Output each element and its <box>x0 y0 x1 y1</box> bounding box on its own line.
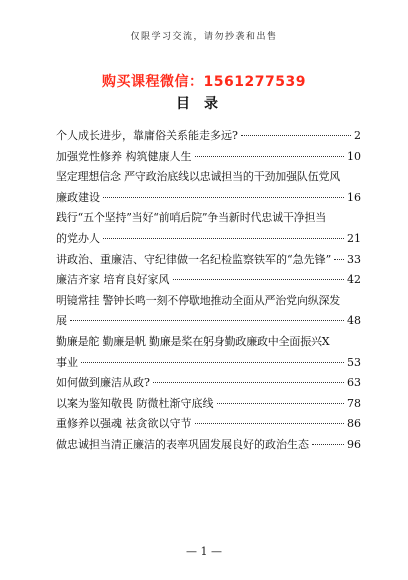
toc-entry-title: 以案为鉴知敬畏 防微杜渐守底线 <box>56 396 214 410</box>
toc-title: 目录 <box>176 96 232 112</box>
toc-entry[interactable] <box>56 126 361 147</box>
toc-entry-title: 讲政治、重廉洁、守纪律做一名纪检监察铁军的“急先锋” <box>56 252 332 266</box>
toc-entry[interactable] <box>56 167 361 208</box>
toc-leader-dots <box>195 156 345 157</box>
toc-leader-dots <box>103 238 344 239</box>
toc-leader-dots <box>334 259 344 260</box>
toc-leader-dots <box>173 279 345 280</box>
toc-entry-title: 重修养以强魂 祛贪欲以守节 <box>56 417 192 431</box>
toc-entry-title: 个人成长进步，靠庸俗关系能走多远? <box>56 129 238 142</box>
toc-leader-dots <box>81 362 344 363</box>
toc-entry-title: 廉洁齐家 培育良好家风 <box>56 273 170 287</box>
toc-entry-page: 33 <box>347 252 361 266</box>
toc-entry-page: 48 <box>347 314 361 328</box>
toc-entry[interactable] <box>56 394 361 415</box>
toc-entry-page: 42 <box>347 273 361 287</box>
toc-entry-page: 2 <box>354 129 361 142</box>
toc-leader-dots <box>312 444 344 445</box>
toc-leader-dots <box>195 423 345 424</box>
watermark: 购买课程微信：1561277539 <box>102 74 306 90</box>
toc-entry-page: 78 <box>347 396 361 410</box>
toc-entry-title-line1: 坚定理想信念 严守政治底线以忠诚担当的干劲加强队伍党风 <box>56 170 341 184</box>
toc-entry-page: 86 <box>347 417 361 431</box>
toc-leader-dots <box>103 197 344 198</box>
toc-entry-title: 展 <box>56 314 67 328</box>
toc-entry-title: 加强党性修养 构筑健康人生 <box>56 149 192 163</box>
header-note: 仅限学习交流，请勿抄袭和出售 <box>130 32 278 42</box>
toc-entry-title: 做忠诚担当清正廉洁的表率巩固发展良好的政治生态 <box>56 437 309 451</box>
toc-entry-page: 16 <box>347 190 361 204</box>
toc-leader-dots <box>241 135 351 136</box>
toc-leader-dots <box>70 320 344 321</box>
toc-entry[interactable] <box>56 435 361 456</box>
toc-entry-page: 63 <box>347 376 361 390</box>
toc-entry[interactable] <box>56 291 361 332</box>
toc-leader-dots <box>153 382 344 383</box>
page-number-footer: — 1 — <box>186 545 222 558</box>
toc-entry-page: 96 <box>347 437 361 451</box>
toc-entry-page: 53 <box>347 355 361 369</box>
toc-leader-dots <box>217 403 345 404</box>
toc-entry-title-line1: 勤廉是舵 勤廉是帆 勤廉是桨在躬身勤政廉政中全面振兴X <box>56 334 330 348</box>
toc-entry[interactable] <box>56 332 361 373</box>
toc-entry[interactable] <box>56 208 361 249</box>
toc-entry[interactable] <box>56 373 361 394</box>
toc-entry[interactable] <box>56 250 361 271</box>
toc-entry-page: 21 <box>347 231 361 245</box>
toc-entry-title: 廉政建设 <box>56 190 100 204</box>
toc-entry-title-line1: 践行“五个坚持”当好“前哨后院”争当新时代忠诚干净担当 <box>56 211 327 225</box>
toc-entry[interactable] <box>56 147 361 168</box>
toc-entry-page: 10 <box>347 149 361 163</box>
toc-entry-title: 的党办人 <box>56 231 100 245</box>
toc-entry-title-line1: 明镜常挂 警钟长鸣一刻不停歇地推动全面从严治党向纵深发 <box>56 293 341 307</box>
toc-entry-title: 事业 <box>56 355 78 369</box>
toc-entry-title: 如何做到廉洁从政? <box>56 376 150 390</box>
table-of-contents <box>56 126 361 456</box>
toc-entry[interactable] <box>56 270 361 291</box>
toc-entry[interactable] <box>56 414 361 435</box>
